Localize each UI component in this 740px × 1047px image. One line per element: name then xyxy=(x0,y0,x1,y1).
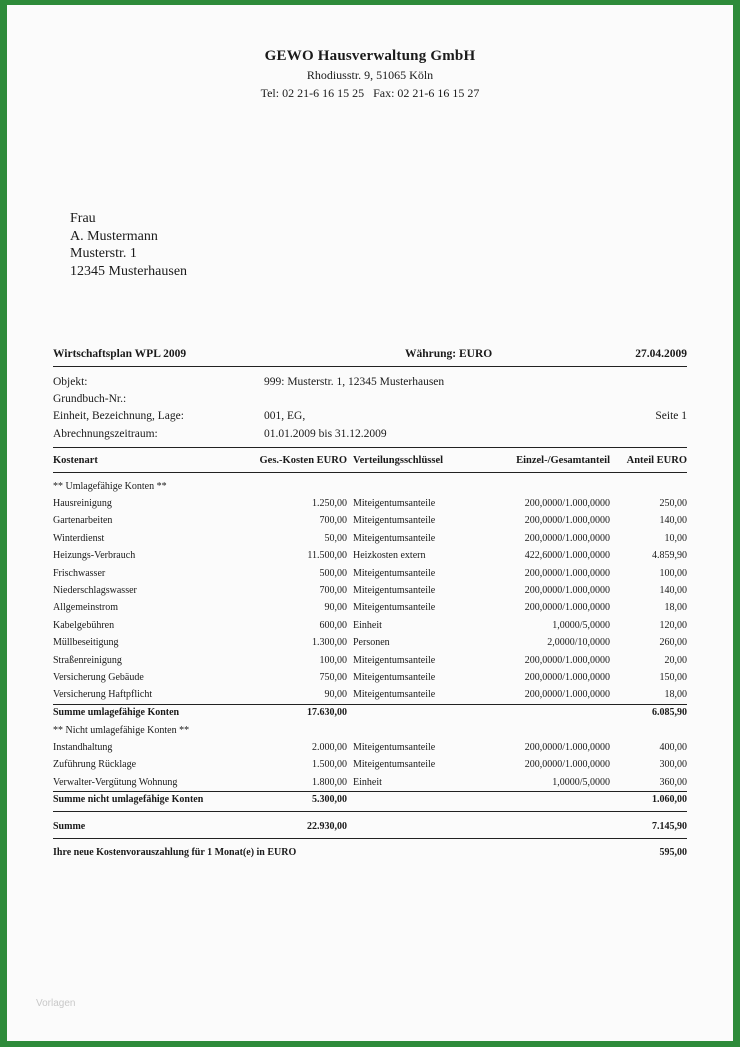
plan-currency: Währung: EURO xyxy=(405,348,493,360)
sum-cost: 5.300,00 xyxy=(312,794,347,805)
company-header xyxy=(0,48,740,101)
table-row xyxy=(53,585,687,602)
cell-anteil-euro: 400,00 xyxy=(659,742,687,753)
cell-schluessel: Miteigentumsanteile xyxy=(353,498,436,509)
sum-amount: 6.085,90 xyxy=(652,707,687,718)
cell-gesamt: 1.300,00 xyxy=(312,637,347,649)
cell-anteil-verh: 200,0000/1.000,0000 xyxy=(524,654,610,666)
cell-schluessel: Miteigentumsanteile xyxy=(353,672,436,683)
cell-gesamt: 90,00 xyxy=(324,602,347,614)
cell-schluessel: Heizkosten extern xyxy=(353,550,426,562)
cell-gesamt: 11.500,00 xyxy=(307,550,347,562)
cell-kostenart: Heizungs-Verbrauch xyxy=(53,550,136,562)
sum-amount: 1.060,00 xyxy=(652,794,687,805)
table-row xyxy=(53,568,687,585)
cell-schluessel: Miteigentumsanteile xyxy=(353,742,436,753)
cell-anteil-verh: 200,0000/1.000,0000 xyxy=(524,759,610,771)
company-street: Rhodiusstr. 9, 51065 Köln xyxy=(306,68,434,82)
recipient-salutation: Frau xyxy=(70,211,96,226)
cell-gesamt: 600,00 xyxy=(319,619,347,631)
cell-gesamt: 1.250,00 xyxy=(312,498,347,509)
cell-gesamt: 750,00 xyxy=(319,672,347,683)
meta-label: Objekt: xyxy=(53,376,88,388)
cell-anteil-euro: 20,00 xyxy=(664,654,687,666)
cell-anteil-euro: 150,00 xyxy=(659,672,687,683)
meta-value: 001, EG, xyxy=(264,410,306,422)
table-row xyxy=(53,620,687,637)
cell-gesamt: 500,00 xyxy=(319,567,347,579)
column-header-anteil-verh: Einzel-/Gesamtanteil xyxy=(516,455,610,466)
cell-schluessel: Einheit xyxy=(353,619,382,631)
column-header-gesamt: Ges.-Kosten EURO xyxy=(259,455,347,466)
cell-kostenart: Hausreinigung xyxy=(53,498,112,509)
cell-kostenart: Versicherung Haftpflicht xyxy=(53,689,153,701)
cell-anteil-euro: 10,00 xyxy=(664,532,687,544)
table-row xyxy=(53,498,687,515)
sum-label: Summe umlagefähige Konten xyxy=(53,707,180,718)
table-row xyxy=(53,533,687,550)
divider xyxy=(53,838,687,839)
meta-label: Grundbuch-Nr.: xyxy=(53,393,127,405)
page-number: Seite 1 xyxy=(655,410,687,422)
table-row xyxy=(53,655,687,672)
sum-umlage-row xyxy=(53,707,687,724)
column-header-schluessel: Verteilungsschlüssel xyxy=(353,455,444,466)
cell-kostenart: Zuführung Rücklage xyxy=(53,759,137,771)
cell-kostenart: Straßenreinigung xyxy=(53,654,122,666)
table-row xyxy=(53,759,687,776)
cell-anteil-euro: 140,00 xyxy=(659,515,687,527)
cell-anteil-verh: 200,0000/1.000,0000 xyxy=(524,585,610,596)
cell-schluessel: Miteigentumsanteile xyxy=(353,532,436,544)
section-umlage-title: ** Umlagefähige Konten ** xyxy=(53,481,167,492)
cell-anteil-verh: 1,0000/5,0000 xyxy=(552,776,610,788)
cell-kostenart: Allgemeinstrom xyxy=(53,602,118,614)
cell-kostenart: Verwalter-Vergütung Wohnung xyxy=(53,776,178,788)
cell-kostenart: Kabelgebühren xyxy=(53,619,115,631)
cell-anteil-verh: 200,0000/1.000,0000 xyxy=(524,567,610,579)
cell-anteil-euro: 100,00 xyxy=(659,567,687,579)
cell-anteil-euro: 18,00 xyxy=(664,602,687,614)
table-row xyxy=(53,602,687,619)
monthly-label: Ihre neue Kostenvorauszahlung für 1 Monat(e) in EURO xyxy=(53,847,297,858)
sum-cost: 22.930,00 xyxy=(307,821,347,832)
sum-label: Summe nicht umlagefähige Konten xyxy=(53,794,204,805)
sum-label: Summe xyxy=(53,821,86,832)
cell-gesamt: 90,00 xyxy=(324,689,347,701)
cell-anteil-euro: 300,00 xyxy=(659,759,687,771)
recipient-address xyxy=(70,210,187,280)
recipient-street: Musterstr. 1 xyxy=(70,246,137,261)
divider xyxy=(53,811,687,812)
divider xyxy=(53,704,687,705)
cell-anteil-euro: 18,00 xyxy=(664,689,687,701)
meta-value: 999: Musterstr. 1, 12345 Musterhausen xyxy=(264,376,445,388)
divider xyxy=(53,447,687,448)
cell-anteil-euro: 360,00 xyxy=(659,776,687,788)
meta-value: 01.01.2009 bis 31.12.2009 xyxy=(264,428,387,440)
cell-anteil-verh: 200,0000/1.000,0000 xyxy=(524,602,610,614)
cell-schluessel: Miteigentumsanteile xyxy=(353,689,436,701)
cell-anteil-euro: 140,00 xyxy=(659,585,687,596)
cell-anteil-euro: 250,00 xyxy=(659,498,687,509)
recipient-city: 12345 Musterhausen xyxy=(70,263,188,279)
cell-anteil-verh: 200,0000/1.000,0000 xyxy=(524,742,610,753)
cell-schluessel: Miteigentumsanteile xyxy=(353,602,436,614)
cell-schluessel: Miteigentumsanteile xyxy=(353,515,436,527)
cell-anteil-verh: 1,0000/5,0000 xyxy=(552,619,610,631)
cell-anteil-verh: 422,6000/1.000,0000 xyxy=(524,550,610,562)
cell-gesamt: 100,00 xyxy=(319,654,347,666)
cell-anteil-verh: 200,0000/1.000,0000 xyxy=(524,532,610,544)
cell-schluessel: Miteigentumsanteile xyxy=(353,567,436,579)
table-row xyxy=(53,550,687,567)
cell-kostenart: Niederschlagswasser xyxy=(53,585,137,596)
cell-gesamt: 1.500,00 xyxy=(312,759,347,771)
sum-amount: 7.145,90 xyxy=(652,821,687,832)
cell-gesamt: 700,00 xyxy=(319,585,347,596)
cell-anteil-verh: 200,0000/1.000,0000 xyxy=(524,515,610,527)
cell-anteil-verh: 2,0000/10,0000 xyxy=(547,637,610,649)
table-row xyxy=(53,637,687,654)
table-row xyxy=(53,742,687,759)
cell-gesamt: 700,00 xyxy=(319,515,347,527)
company-name: GEWO Hausverwaltung GmbH xyxy=(264,48,476,64)
plan-title: Wirtschaftsplan WPL 2009 xyxy=(53,348,187,360)
sum-cost: 17.630,00 xyxy=(307,707,347,718)
cell-gesamt: 2.000,00 xyxy=(312,742,347,753)
cell-schluessel: Miteigentumsanteile xyxy=(353,585,436,596)
cell-anteil-verh: 200,0000/1.000,0000 xyxy=(524,672,610,683)
meta-label: Einheit, Bezeichnung, Lage: xyxy=(53,410,184,422)
cell-kostenart: Frischwasser xyxy=(53,567,106,579)
cell-kostenart: Winterdienst xyxy=(53,532,105,544)
cell-anteil-euro: 260,00 xyxy=(659,637,687,649)
table-row xyxy=(53,672,687,689)
watermark: Vorlagen xyxy=(36,998,76,1009)
cell-anteil-euro: 4.859,90 xyxy=(652,550,687,562)
table-row xyxy=(53,515,687,532)
cell-anteil-euro: 120,00 xyxy=(659,619,687,631)
cell-schluessel: Miteigentumsanteile xyxy=(353,654,436,666)
divider xyxy=(53,791,687,792)
cell-kostenart: Müllbeseitigung xyxy=(53,637,119,649)
cell-gesamt: 1.800,00 xyxy=(312,776,347,788)
monthly-amount: 595,00 xyxy=(659,847,687,858)
divider xyxy=(53,366,687,367)
column-header-kostenart: Kostenart xyxy=(53,455,98,466)
cell-kostenart: Versicherung Gebäude xyxy=(53,672,144,683)
cell-kostenart: Gartenarbeiten xyxy=(53,515,113,527)
column-header-anteil-euro: Anteil EURO xyxy=(626,455,687,466)
company-contact: Tel: 02 21-6 16 15 25 Fax: 02 21-6 16 15 27 xyxy=(260,86,480,100)
cell-schluessel: Personen xyxy=(353,637,390,649)
cell-schluessel: Miteigentumsanteile xyxy=(353,759,436,771)
recipient-name: A. Mustermann xyxy=(70,228,158,244)
sum-nicht-row xyxy=(53,794,687,811)
sum-total-row xyxy=(53,821,687,838)
cell-anteil-verh: 200,0000/1.000,0000 xyxy=(524,498,610,509)
monthly-payment-row xyxy=(53,847,687,864)
cell-kostenart: Instandhaltung xyxy=(53,742,113,753)
section-nicht-title: ** Nicht umlagefähige Konten ** xyxy=(53,725,190,736)
cell-gesamt: 50,00 xyxy=(324,532,347,544)
divider xyxy=(53,472,687,473)
cell-anteil-verh: 200,0000/1.000,0000 xyxy=(524,689,610,701)
plan-date: 27.04.2009 xyxy=(635,348,687,360)
cell-schluessel: Einheit xyxy=(353,776,382,788)
meta-label: Abrechnungszeitraum: xyxy=(53,428,158,440)
